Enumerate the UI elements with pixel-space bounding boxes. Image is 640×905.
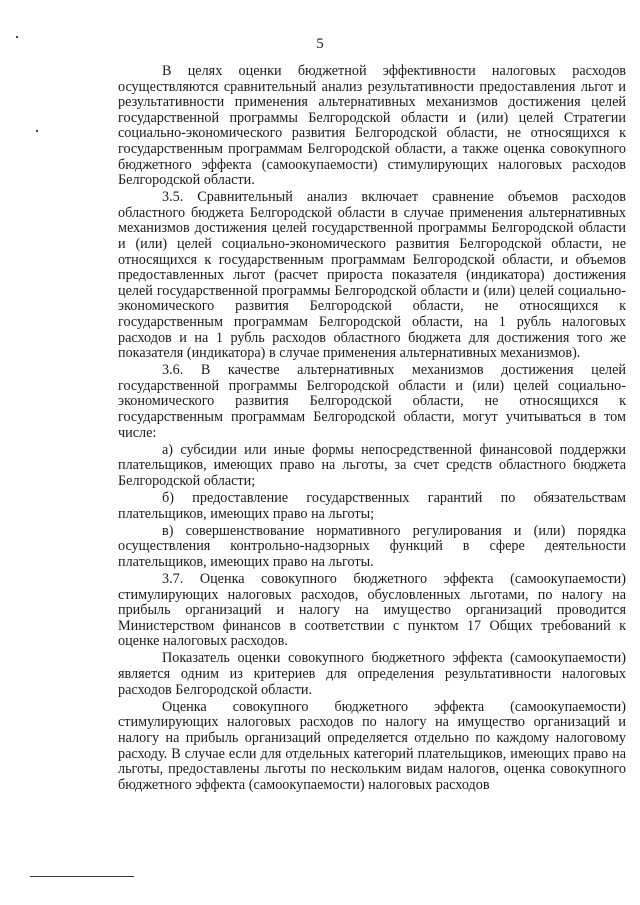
list-item-v: в) совершенствование нормативного регулирования и (или) порядка осуществления контрольно-надзорных функций в сфере деятельности плательщиков, имеющих право на льготы. bbox=[118, 522, 626, 570]
paragraph-3-7: 3.7. Оценка совокупного бюджетного эффекта (самоокупаемости) стимулирующих налоговых расходов, обусловленных льготами, по налогу на прибыль организаций и налогу на имущество организаций проводится Министерством финансов в соответствии с пунктом 17 Общих требований к оценке налоговых расходов. bbox=[118, 571, 626, 650]
list-item-b: б) предоставление государственных гарантий по обязательствам плательщиков, имеющих право на льготы; bbox=[118, 490, 626, 522]
paragraph-3-6: 3.6. В качестве альтернативных механизмов достижения целей государственной программы Белгородской области и (или) целей социально-экономического развития Белгородской области, не относящихся к государственным программам Белгородской области, могут учитываться в том числе: bbox=[118, 362, 626, 441]
page-number: 5 bbox=[316, 36, 324, 52]
scan-mark bbox=[36, 130, 38, 132]
document-body bbox=[118, 64, 626, 795]
paragraph-3-5: 3.5. Сравнительный анализ включает сравнение объемов расходов областного бюджета Белгородской области в случае применения альтернативных механизмов достижения целей государственной программы Белгородской области и (или) целей социально-экономического развития Белгородской области, не относящихся к государственным программам Белгородской области, и объемов предоставленных льгот (расчет прироста показателя (индикатора) достижения целей государственной программы Белгородской области и (или) целей социально-экономического развития Белгородской области, не относящихся к государственным программам Белгородской области, на 1 рубль налоговых расходов и на 1 рубль расходов областного бюджета для достижения того же показателя (индикатора) в случае применения альтернативных механизмов). bbox=[118, 189, 626, 362]
scan-mark bbox=[16, 36, 18, 38]
list-item-a: а) субсидии или иные формы непосредственной финансовой поддержки плательщиков, имеющих право на льготы, за счет средств областного бюджета Белгородской области; bbox=[118, 441, 626, 489]
paragraph-indicator: Показатель оценки совокупного бюджетного эффекта (самоокупаемости) является одним из критериев для определения результативности налоговых расходов Белгородской области. bbox=[118, 650, 626, 698]
paragraph-intro: В целях оценки бюджетной эффективности налоговых расходов осуществляются сравнительный анализ результативности предоставления льгот и результативности применения альтернативных механизмов достижения целей государственной программы Белгородской области и (или) целей Стратегии социально-экономического развития Белгородской области, не относящихся к государственным программам Белгородской области, а также оценка совокупного бюджетного эффекта (самоокупаемости) стимулирующих налоговых расходов Белгородской области. bbox=[118, 63, 626, 189]
paragraph-assessment: Оценка совокупного бюджетного эффекта (самоокупаемости) стимулирующих налоговых расходов по налогу на имущество организаций и налогу на прибыль организаций определяется отдельно по каждому налоговому расходу. В случае если для отдельных категорий плательщиков, имеющих право на льготы, предоставлены льготы по нескольким видам налогов, оценка совокупного бюджетного эффекта (самоокупаемости) налоговых расходов bbox=[118, 698, 626, 793]
footer-rule bbox=[30, 876, 134, 877]
